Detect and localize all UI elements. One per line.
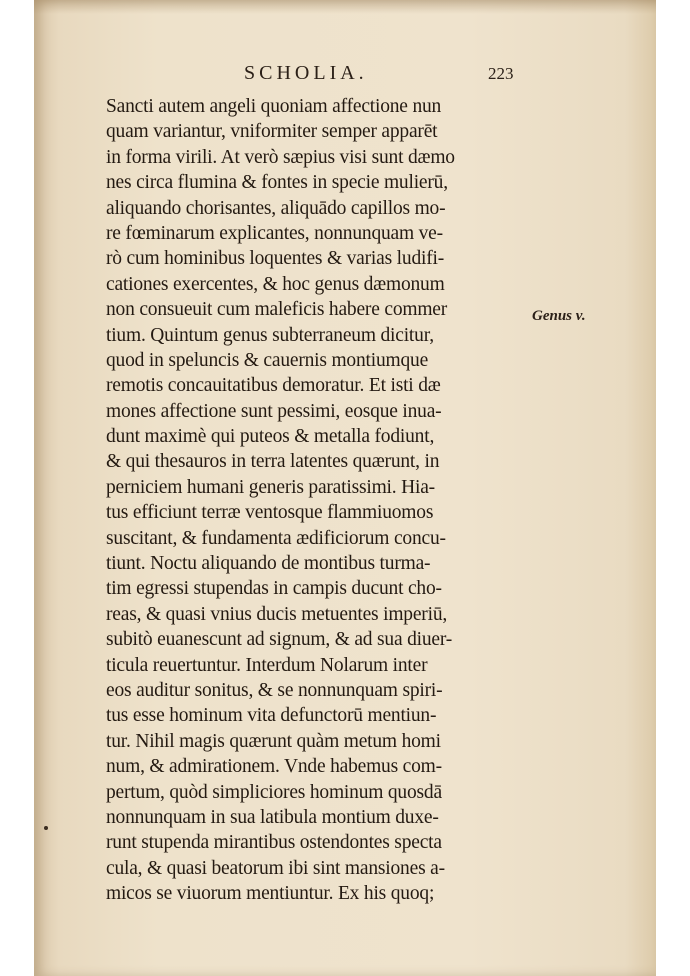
text-line: tur. Nihil magis quærunt quàm metum homi xyxy=(106,730,441,752)
text-line: reas, & quasi vnius ducis metuentes imperiū, xyxy=(106,603,448,625)
text-line: perniciem humani generis paratissimi. Hia- xyxy=(106,476,435,498)
text-line: tiunt. Noctu aliquando de montibus turma- xyxy=(106,553,431,575)
text-line: eos auditur sonitus, & se nonnunquam spiri- xyxy=(106,679,443,701)
text-line: subitò euanescunt ad signum, & ad sua diuer- xyxy=(106,629,453,651)
text-line: cula, & quasi beatorum ibi sint mansiones a- xyxy=(106,857,445,879)
text-line: cationes exercentes, & hoc genus dæmonum xyxy=(106,273,445,295)
text-line: non consueuit cum maleficis habere commer xyxy=(106,299,448,321)
marginal-note: Genus v. xyxy=(532,308,586,324)
text-line: ticula reuertuntur. Interdum Nolarum inter xyxy=(106,654,428,676)
text-line: Sancti autem angeli quoniam affectione nun xyxy=(106,96,442,117)
text-line: tus efficiunt terræ ventosque flammiuomos xyxy=(106,502,434,524)
text-line: tim egressi stupendas in campis ducunt cho- xyxy=(106,578,442,600)
text-line: suscitant, & fundamenta ædificiorum concu- xyxy=(106,527,446,549)
text-line: re fœminarum explicantes, nonnunquam ve- xyxy=(106,222,443,244)
running-title: SCHOLIA. xyxy=(244,62,368,84)
text-line: in forma virili. At verò sæpius visi sunt dæmo xyxy=(106,146,455,168)
text-line: dunt maximè qui puteos & metalla fodiunt, xyxy=(106,426,435,448)
text-line: quod in speluncis & cauernis montiumque xyxy=(106,349,429,371)
text-line: micos se viuorum mentiuntur. Ex his quoq; xyxy=(106,883,435,905)
text-line: & qui thesauros in terra latentes quærunt, in xyxy=(106,451,440,473)
text-line: mones affectione sunt pessimi, eosque inua- xyxy=(106,400,442,422)
body-text xyxy=(106,94,534,907)
ink-speck xyxy=(44,826,48,830)
text-line: tium. Quintum genus subterraneum dicitur, xyxy=(106,324,434,346)
text-line: nonnunquam in sua latibula montium duxe- xyxy=(106,806,439,828)
text-line: rò cum hominibus loquentes & varias ludifi- xyxy=(106,248,445,270)
text-line: pertum, quòd simpliciores hominum quosdā xyxy=(106,781,442,803)
running-header xyxy=(0,62,690,88)
page-number: 223 xyxy=(488,64,514,83)
text-line: nes circa flumina & fontes in specie mulierū, xyxy=(106,172,448,194)
text-line: runt stupenda mirantibus ostendontes specta xyxy=(106,832,442,854)
text-line: num, & admirationem. Vnde habemus com- xyxy=(106,756,442,778)
text-line: tus esse hominum vita defunctorū mentiun- xyxy=(106,705,437,727)
text-line: aliquando chorisantes, aliquādo capillos mo- xyxy=(106,197,446,219)
text-line: quam variantur, vniformiter semper apparēt xyxy=(106,121,438,143)
page-top-edge xyxy=(34,0,656,14)
text-line: remotis concauitatibus demoratur. Et isti dæ xyxy=(106,375,441,397)
